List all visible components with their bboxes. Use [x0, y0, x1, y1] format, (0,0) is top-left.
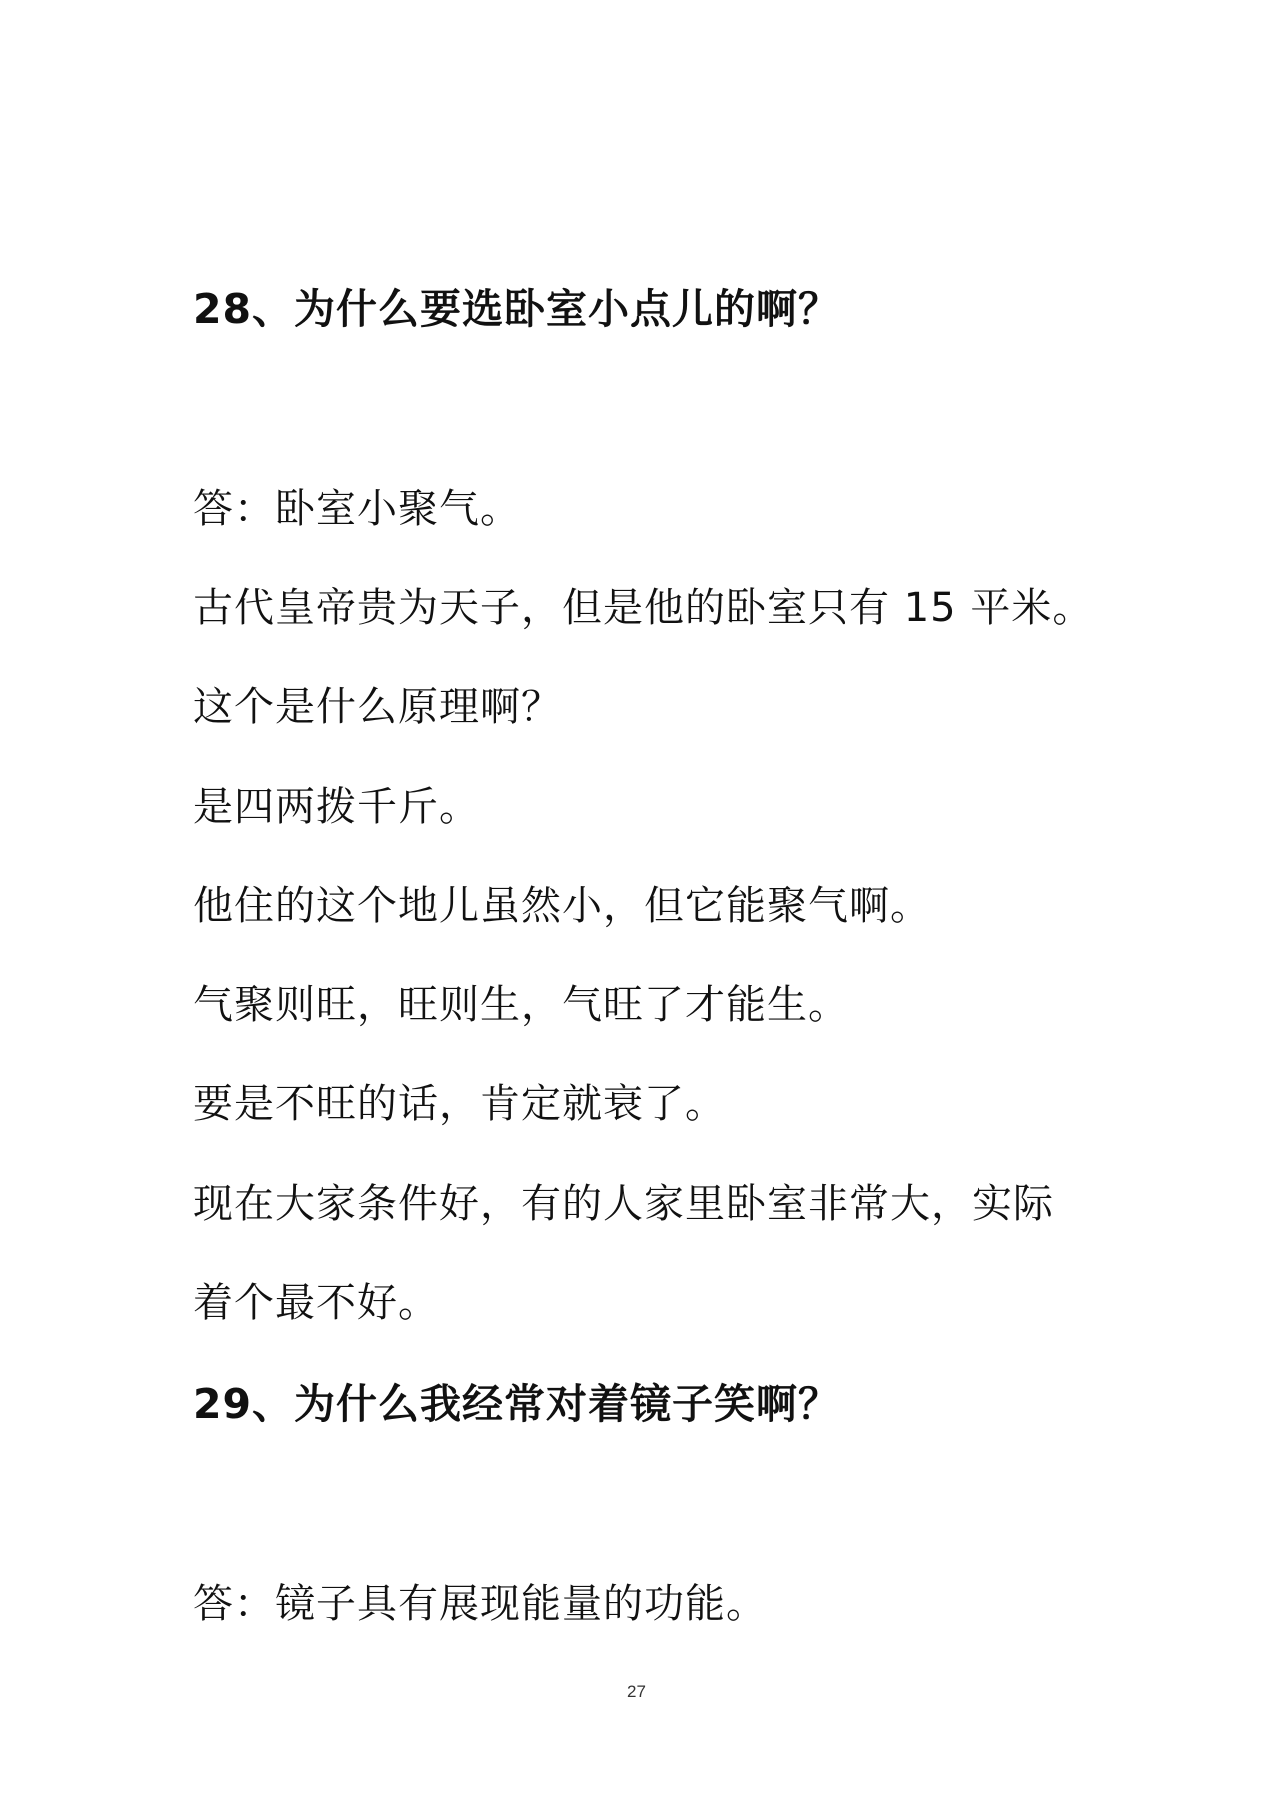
answer-28-line-7: 要是不旺的话，肯定就衰了。	[193, 1081, 726, 1127]
answer-28-line-4: 是四两拨千斤。	[193, 784, 480, 830]
answer-28-line-6: 气聚则旺，旺则生，气旺了才能生。	[193, 982, 849, 1028]
answer-29-line-1: 答：镜子具有展现能量的功能。	[193, 1581, 767, 1627]
page-number: 27	[627, 1682, 646, 1701]
answer-28-line-3: 这个是什么原理啊？	[193, 684, 562, 730]
answer-28-line-1: 答：卧室小聚气。	[193, 486, 521, 532]
answer-28-line-2: 古代皇帝贵为天子，但是他的卧室只有 15 平米。	[193, 585, 1094, 631]
answer-28-line-9: 着个最不好。	[193, 1280, 439, 1326]
question-29-heading: 29、为什么我经常对着镜子笑啊？	[193, 1380, 841, 1428]
answer-28-line-8: 现在大家条件好，有的人家里卧室非常大，实际	[193, 1181, 1054, 1227]
question-28-heading: 28、为什么要选卧室小点儿的啊？	[193, 285, 841, 333]
answer-28-line-5: 他住的这个地儿虽然小，但它能聚气啊。	[193, 883, 931, 929]
